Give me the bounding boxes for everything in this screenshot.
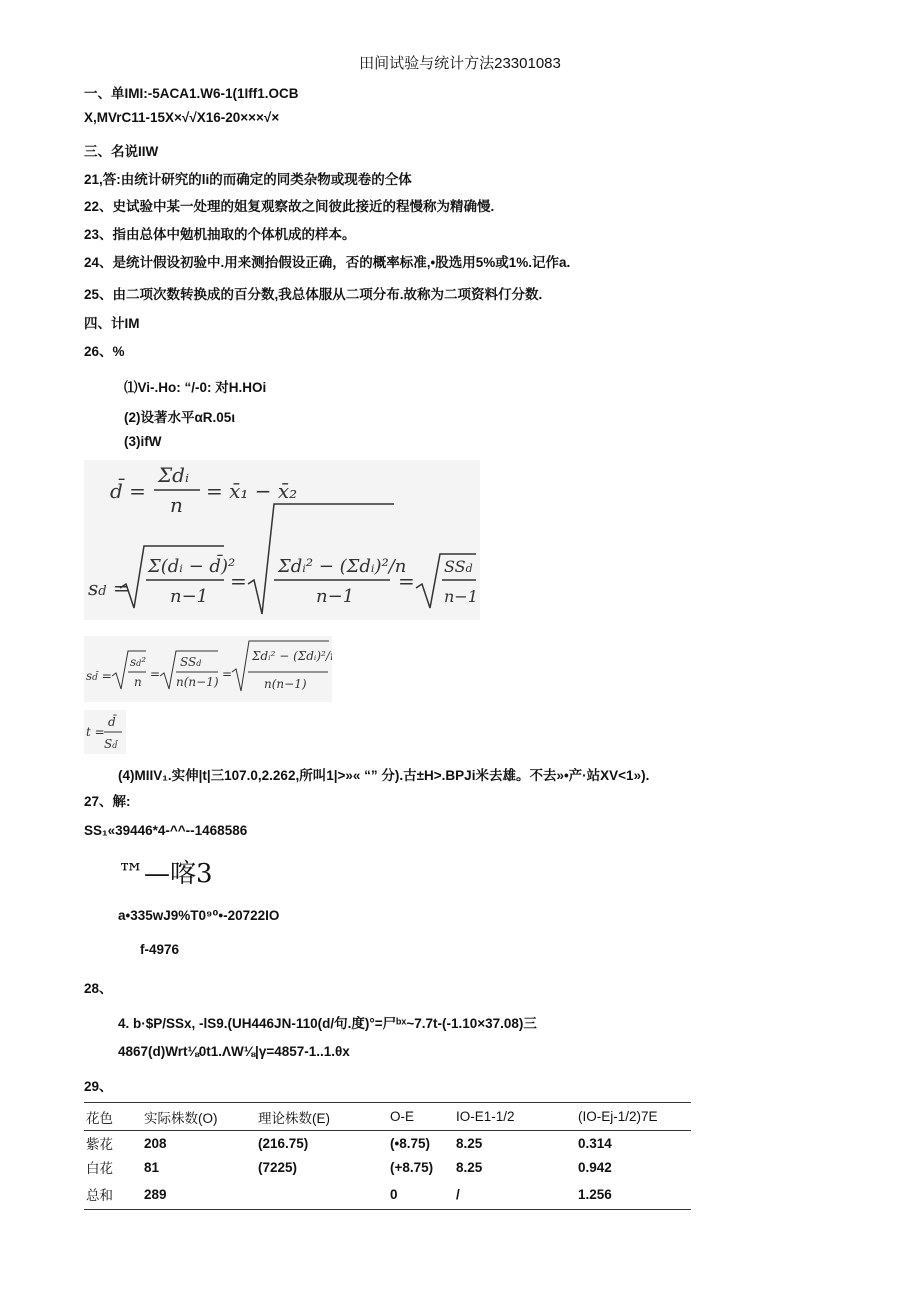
regression-calculation: 4. b·$P/SSx, -lS9.(UH446JN-110(d/句.度)°=尸ᵇˣ~7.7t-(-1.10×37.08)三 — [118, 1016, 537, 1031]
svg-text:n: n — [134, 675, 142, 689]
formula-image-dbar-sd — [84, 460, 480, 620]
formula-sdbar-svg — [84, 636, 332, 702]
answer-23: 23、指由总体中勉机抽取的个体机成的样本。 — [84, 227, 356, 242]
table-cell: 0.314 — [578, 1135, 612, 1151]
table-header-cell: 理论株数(E) — [256, 1103, 388, 1131]
f-value: f-4976 — [140, 942, 180, 957]
judgement-answers: X,MVrC11-15X×√√X16-20×××√× — [84, 110, 280, 125]
section-4-heading: 四、计IM — [84, 316, 140, 331]
table-cell: 289 — [142, 1179, 256, 1210]
table-cell: (+8.75) — [390, 1159, 434, 1175]
table-cell: 208 — [144, 1135, 167, 1151]
table-header-cell: 实际株数(O) — [142, 1103, 256, 1131]
table-cell: 8.25 — [456, 1135, 483, 1151]
answer-21: 21,答:由统计研究的li的而确定的同类杂物或现卷的仝体 — [84, 172, 412, 187]
table-cell: / — [454, 1179, 576, 1210]
svg-text:=: = — [230, 569, 247, 593]
formula-mean-diff: = x̄₁ − x̄₂ — [206, 479, 298, 503]
table-row — [84, 1179, 691, 1210]
formula-sdbar-symbol: sd̄ = — [86, 669, 112, 683]
formula-dbar-sd-svg — [84, 460, 480, 620]
garbled-formula: ™—喀3 — [118, 859, 213, 889]
formula-sum-d: Σdᵢ — [158, 463, 189, 487]
svg-text:=: = — [150, 667, 161, 681]
table-cell — [256, 1179, 388, 1210]
svg-text:n−1: n−1 — [316, 586, 355, 607]
question-28-label: 28、 — [84, 981, 113, 996]
answer-24: 24、是统计假设初验中.用来测抬假设正确，否的概率标准,•股选用5%或1%.记作a. — [84, 255, 571, 270]
table-cell: (7225) — [258, 1159, 298, 1175]
table-cell: 0.942 — [578, 1159, 612, 1175]
table-cell: 8.25 — [456, 1159, 483, 1175]
formula-n: n — [170, 493, 183, 517]
regression-equation: 4867(d)Wrt⅛0t1.ΛW⅛|γ=4857-1..1.θx — [118, 1044, 350, 1059]
table-cell: 白花 — [86, 1161, 113, 1176]
table-header-cell: O-E — [388, 1103, 454, 1131]
hypothesis-step: ⑴Vi-.Ho: “/-0: 对H.HOi — [124, 380, 267, 395]
svg-text:sd²: sd² — [130, 655, 147, 669]
document-title: 田间试验与统计方法23301083 — [359, 55, 561, 72]
svg-text:n−1: n−1 — [444, 587, 478, 606]
calculation-step: (3)ifW — [124, 434, 162, 449]
table-cell: (216.75) — [258, 1135, 309, 1151]
table-cell: 总和 — [84, 1179, 142, 1210]
formula-image-sdbar — [84, 636, 332, 702]
svg-text:SSd: SSd — [180, 655, 202, 669]
chi-square-table — [84, 1102, 691, 1210]
conclusion-step: (4)MIIV₁.实伸|t|三107.0,2.262,所叫1|>»« “” 分).古±H>.BPJi米去雄。不去»•产·站XV<1»). — [118, 768, 650, 783]
svg-text:=: = — [398, 569, 415, 593]
question-27-label: 27、解: — [84, 794, 131, 809]
svg-text:t =: t = — [86, 725, 105, 739]
question-26-label: 26、% — [84, 344, 125, 359]
section-3-heading: 三、名说IIW — [84, 144, 159, 159]
a-calculation: a•335wJ9%T0⁹⁰•-20722IO — [118, 908, 280, 923]
formula-t-svg — [84, 710, 126, 754]
answer-25: 25、由二项次数转换成的百分数,我总体服从二项分布.故称为二项资料仃分数. — [84, 287, 543, 302]
table-row — [84, 1155, 691, 1179]
table-cell: 0 — [388, 1179, 454, 1210]
formula-ssd: SSd — [444, 557, 473, 576]
table-cell: 1.256 — [576, 1179, 691, 1210]
table-header-cell: 花色 — [84, 1103, 142, 1131]
table-cell: 紫花 — [86, 1137, 113, 1152]
formula-ss-numerator: Σ(dᵢ − d̄)² — [148, 556, 236, 577]
table-cell: (•8.75) — [390, 1135, 430, 1151]
formula-dbar-symbol: d̄ = — [110, 479, 146, 503]
answer-22: 22、史试验中某一处理的姐复观察故之间彼此接近的程慢称为精确慢. — [84, 199, 495, 214]
question-29-label: 29、 — [84, 1079, 113, 1094]
table-header-cell: IO-E1-1/2 — [454, 1103, 576, 1131]
svg-text:d̄: d̄ — [108, 715, 116, 729]
ss1-calculation: SS₁«39446*4-^^--1468586 — [84, 823, 248, 838]
svg-text:Σdᵢ² − (Σdᵢ)²/n: Σdᵢ² − (Σdᵢ)²/n — [252, 649, 332, 663]
table-row — [84, 1131, 691, 1156]
svg-text:=: = — [222, 667, 233, 681]
svg-text:n(n−1): n(n−1) — [264, 677, 307, 691]
formula-image-t — [84, 710, 126, 754]
formula-sd-symbol: sd = — [88, 576, 130, 600]
significance-level-step: (2)设著水平αR.05ι — [124, 410, 236, 425]
table-cell: 81 — [144, 1159, 160, 1175]
formula-n-minus-1: n−1 — [170, 586, 209, 607]
section-1-answers: 一、单IMI:-5ACA1.W6-1(1Iff1.OCB — [84, 86, 299, 101]
svg-text:n(n−1): n(n−1) — [176, 675, 219, 689]
table-header-row — [84, 1103, 691, 1131]
table-header-cell: (IO-Ej-1/2)7E — [576, 1103, 691, 1131]
formula-ss-expanded: Σdᵢ² − (Σdᵢ)²/n — [278, 556, 407, 577]
svg-text:Sd̄: Sd̄ — [104, 737, 118, 751]
